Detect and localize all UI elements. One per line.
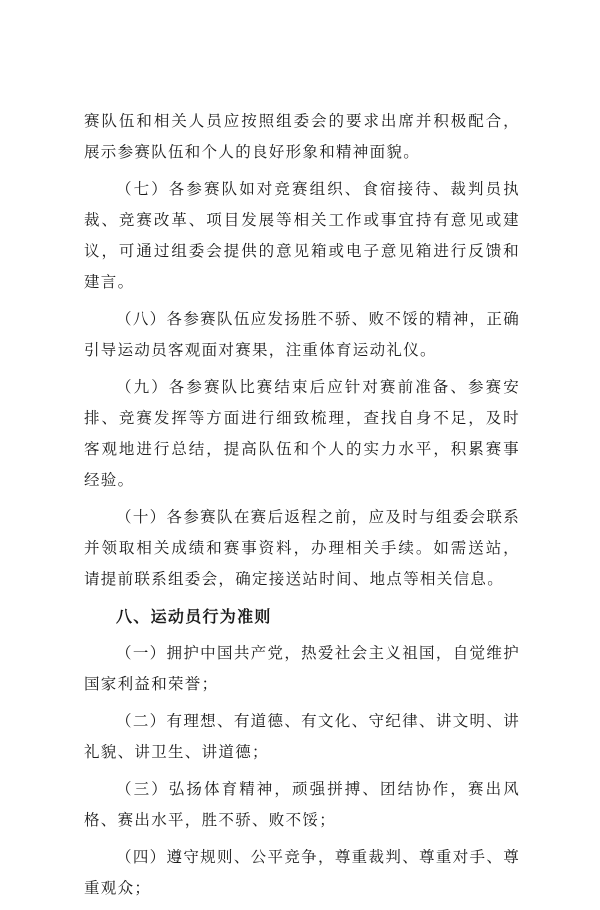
- paragraph-item-7: （七）各参赛队如对竞赛组织、食宿接待、裁判员执裁、竞赛改革、项目发展等相关工作或事宜持有意见或建议，可通过组委会提供的意见箱或电子意见箱进行反馈和建言。: [84, 180, 520, 291]
- paragraph-item-10: （十）各参赛队在赛后返程之前，应及时与组委会联系并领取相关成绩和赛事资料，办理相关手续。如需送站，请提前联系组委会，确定接送站时间、地点等相关信息。: [84, 508, 520, 588]
- rule-item-1: （一）拥护中国共产党，热爱社会主义祖国，自觉维护国家利益和荣誉；: [84, 644, 520, 693]
- paragraph-item-9: （九）各参赛队比赛结束后应针对赛前准备、参赛安排、竞赛发挥等方面进行细致梳理，查找自身不足，及时客观地进行总结，提高队伍和个人的实力水平，积累赛事经验。: [84, 378, 520, 489]
- document-body: [84, 106, 520, 910]
- rule-item-4: （四）遵守规则、公平竞争，尊重裁判、尊重对手、尊重观众；: [84, 848, 520, 897]
- paragraph-continuation: 赛队伍和相关人员应按照组委会的要求出席并积极配合，展示参赛队伍和个人的良好形象和精神面貌。: [84, 112, 520, 161]
- rule-item-2: （二）有理想、有道德、有文化、守纪律、讲文明、讲礼貌、讲卫生、讲道德；: [84, 712, 520, 761]
- rule-item-3: （三）弘扬体育精神，顽强拼搏、团结协作，赛出风格、赛出水平，胜不骄、败不馁；: [84, 780, 520, 829]
- section-heading: 八、运动员行为准则: [116, 607, 272, 626]
- paragraph-item-8: （八）各参赛队伍应发扬胜不骄、败不馁的精神，正确引导运动员客观面对赛果，注重体育运动礼仪。: [84, 310, 520, 359]
